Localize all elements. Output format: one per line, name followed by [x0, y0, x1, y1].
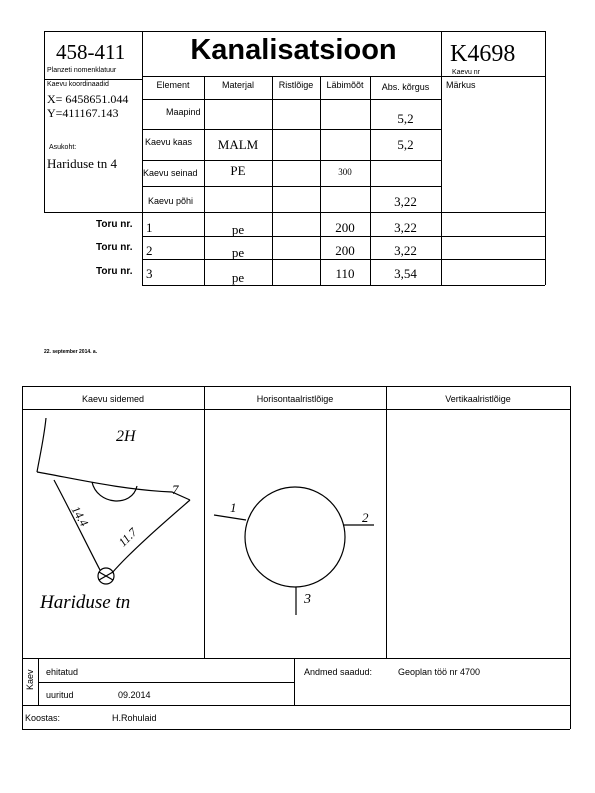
pipe-diameter: 110 [335, 266, 355, 281]
pipe-label: Toru nr. [96, 219, 133, 230]
row-element: Maapind [166, 107, 201, 117]
col-header-abs: Abs. kõrgus [381, 82, 430, 92]
kaev-label: Kaev [25, 669, 35, 690]
sheet-number: 458-411 [56, 40, 126, 64]
row-element: Kaevu seinad [143, 168, 198, 178]
pipe-nr: 3 [146, 266, 153, 281]
pipe-nr: 1 [146, 220, 153, 235]
pipe-nr: 2 [146, 243, 153, 258]
pipe-abs: 3,22 [394, 243, 417, 258]
row-diameter: 300 [338, 167, 352, 177]
well-circle [245, 487, 345, 587]
sketch-dimension: 7 [172, 482, 179, 497]
ties-sketch [22, 410, 204, 658]
row-abs: 3,22 [394, 194, 417, 209]
pipe-material: pe [231, 270, 245, 285]
pipe-abs: 3,54 [394, 266, 417, 281]
pipe-abs: 3,22 [394, 220, 417, 235]
coord-y: Y=411167.143 [47, 106, 119, 120]
sketch-dimension: 14.4 [68, 503, 92, 529]
pipe-diameter: 200 [335, 243, 355, 258]
sketch-dimension: 11.7 [115, 525, 140, 550]
pipe-mark: 3 [304, 592, 311, 607]
sketch-line [37, 472, 190, 500]
row-element: Kaevu kaas [145, 137, 193, 147]
author-label: Koostas: [25, 713, 61, 723]
sketch-line [37, 418, 46, 472]
pipe-material: pe [231, 222, 245, 237]
row-abs: 5,2 [397, 111, 414, 126]
row-element: Kaevu põhi [148, 196, 194, 206]
horizontal-section [204, 410, 386, 658]
col-header-horizontal: Horisontaalristlõige [256, 394, 334, 404]
col-header-vertical: Vertikaalristlõige [445, 394, 511, 404]
col-header-material: Materjal [221, 80, 254, 90]
well-id: K4698 [450, 41, 516, 67]
pipe-mark: 1 [230, 500, 237, 515]
sketch-arc [92, 482, 137, 501]
built-label: ehitatud [46, 667, 79, 677]
date: 22. september 2014. a. [44, 349, 98, 355]
well-id-label: Kaevu nr [452, 69, 481, 76]
col-header-cross: Ristlõige [278, 80, 314, 90]
source-label: Andmed saadud: [304, 667, 373, 677]
col-header-ties: Kaevu sidemed [81, 394, 145, 404]
surveyed-label: uuritud [46, 690, 74, 700]
source-value: Geoplan töö nr 4700 [398, 667, 481, 677]
address-label: Asukoht: [49, 144, 77, 151]
sketch-code: 2H [116, 428, 136, 445]
sketch-street: Hariduse tn [40, 592, 131, 613]
col-header-diameter: Läbimõõt [326, 80, 364, 90]
row-material: PE [230, 163, 246, 178]
pipe-label: Toru nr. [96, 266, 133, 277]
sheet-number-label: Planzeti nomenklatuur [47, 67, 117, 74]
coord-x: X= 6458651.044 [47, 92, 129, 106]
pipe-material: pe [231, 245, 245, 260]
pipe-diameter: 200 [335, 220, 355, 235]
author-name: H.Rohulaid [112, 713, 157, 723]
surveyed-date: 09.2014 [118, 690, 151, 700]
row-abs: 5,2 [397, 137, 414, 152]
address: Hariduse tn 4 [47, 156, 118, 171]
row-material: MALM [217, 137, 259, 152]
pipe-mark: 2 [362, 510, 369, 525]
col-header-note: Märkus [446, 80, 476, 90]
col-header-element: Element [156, 80, 190, 90]
coords-label: Kaevu koordinaadid [47, 81, 109, 88]
pipe-label: Toru nr. [96, 242, 133, 253]
page-title: Kanalisatsioon [190, 34, 397, 66]
